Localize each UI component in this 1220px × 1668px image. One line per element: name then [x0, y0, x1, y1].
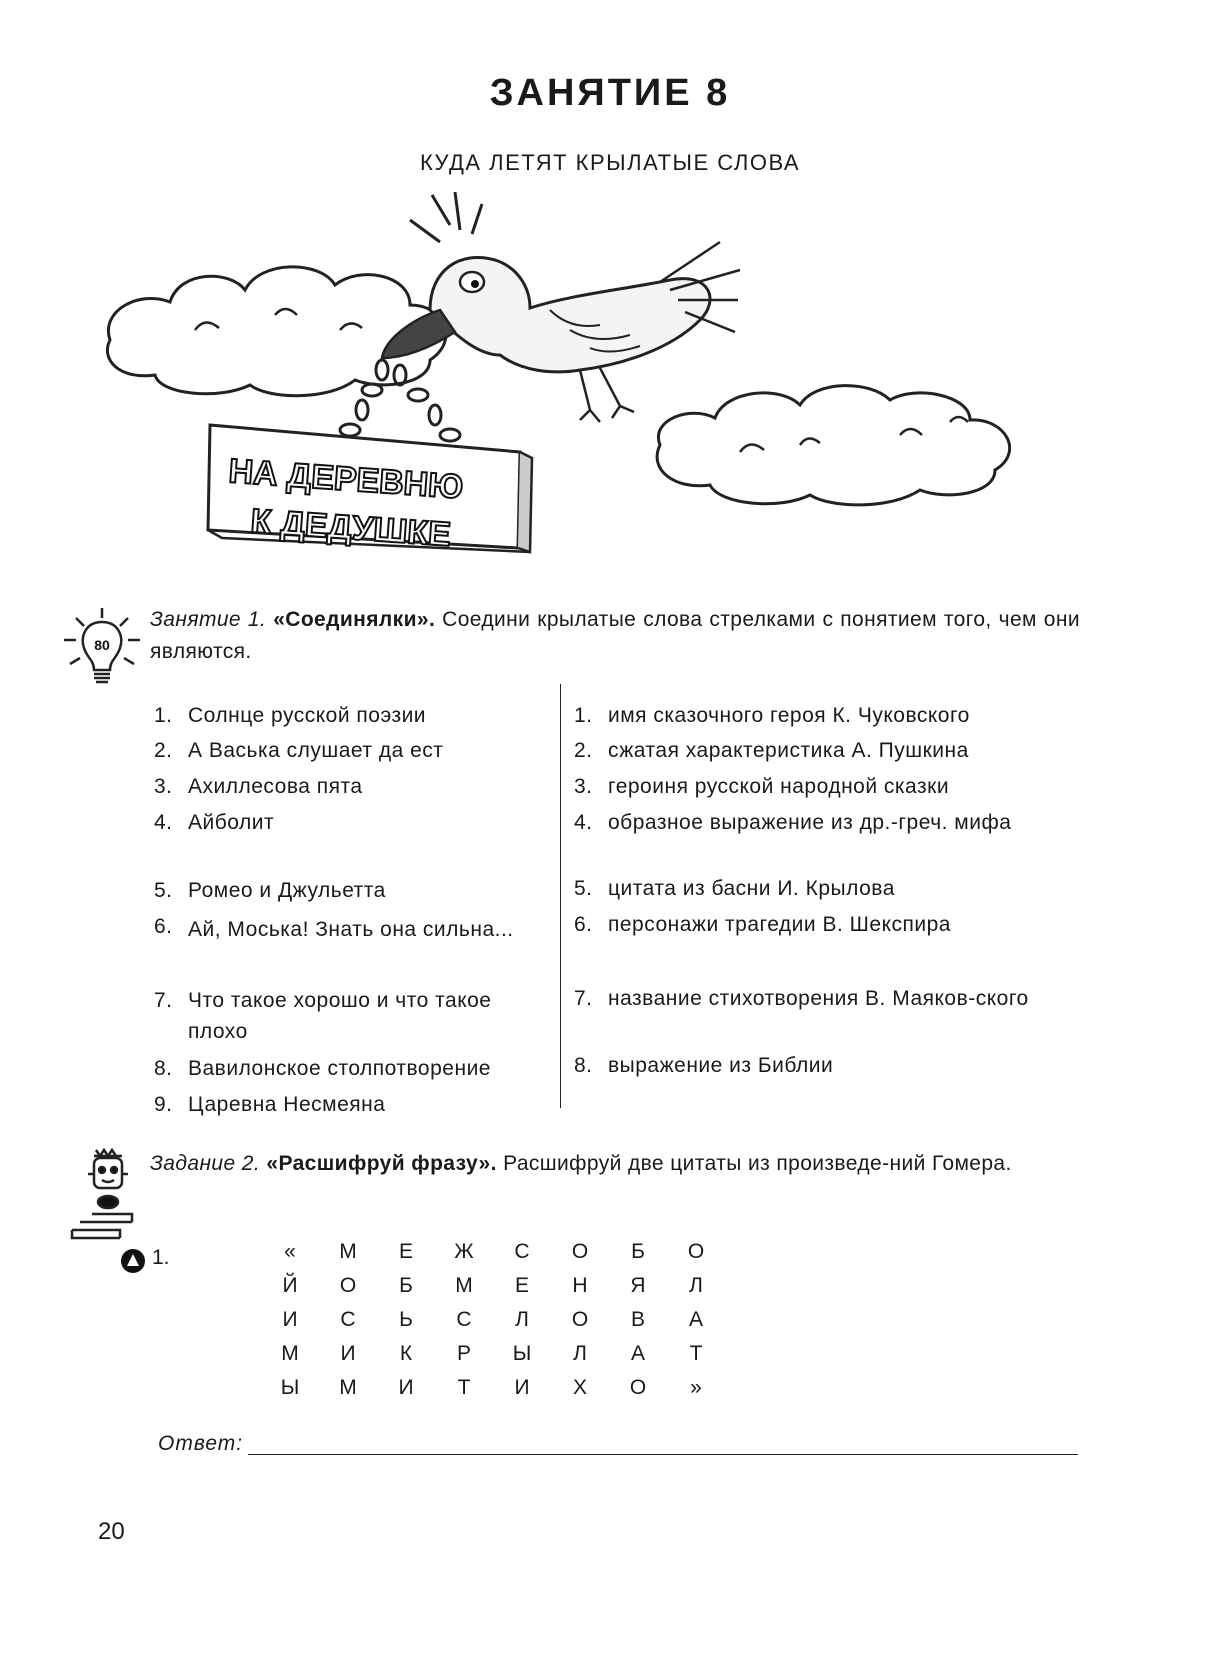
- grid-letter: Л: [573, 1342, 587, 1365]
- puzzle-item-number: 1.: [152, 1246, 170, 1269]
- grid-letter: Л: [689, 1274, 703, 1297]
- task-2-label: Задание 2.: [150, 1152, 261, 1175]
- grid-letter: Ж: [454, 1240, 474, 1263]
- list-item: 4. Айболит: [154, 811, 275, 834]
- grid-letter: Т: [689, 1342, 703, 1365]
- page-number: 20: [98, 1518, 125, 1545]
- page-subtitle: КУДА ЛЕТЯТ КРЫЛАТЫЕ СЛОВА: [419, 150, 801, 175]
- grid-letter: С: [340, 1308, 356, 1331]
- task-1-text: Соедини крылатые слова стрелками с понятием того, чем они являются.: [150, 608, 1080, 663]
- grid-letter: Х: [572, 1376, 587, 1399]
- crow-with-sign-illustration: [100, 190, 1080, 610]
- list-item: 2. сжатая характеристика А. Пушкина: [574, 739, 969, 762]
- grid-letter: А: [688, 1308, 703, 1331]
- grid-letter: О: [687, 1240, 705, 1263]
- lightbulb-icon: [62, 606, 142, 690]
- sign-board: [208, 425, 532, 554]
- grid-letter: Ы: [512, 1342, 532, 1365]
- task-1-label: Занятие 1.: [150, 608, 267, 631]
- grid-letter: С: [514, 1240, 530, 1263]
- grid-letter: »: [690, 1376, 702, 1399]
- list-item: 9. Царевна Несмеяна: [154, 1093, 386, 1116]
- list-item: 3. героиня русской народной сказки: [574, 775, 950, 798]
- grid-letter: И: [282, 1308, 298, 1331]
- grid-letter: И: [340, 1342, 356, 1365]
- task-2-text: Расшифруй две цитаты из произведе-ний Гомера.: [496, 1152, 1012, 1175]
- grid-letter: Б: [631, 1240, 645, 1263]
- exclamation-marker-icon: [120, 1248, 146, 1274]
- list-item: 6. персонажи трагедии В. Шекспира: [574, 913, 951, 936]
- list-item: 7. название стихотворения В. Маяков-ского: [574, 987, 1029, 1010]
- bulb-label: 80: [94, 637, 110, 653]
- grid-letter: М: [339, 1240, 357, 1263]
- grid-letter: Ы: [280, 1376, 300, 1399]
- chain-icon: [340, 360, 460, 441]
- list-item: 1. Солнце русской поэзии: [154, 704, 427, 727]
- grid-letter: М: [281, 1342, 299, 1365]
- grid-letter: М: [339, 1376, 357, 1399]
- grid-letter: Я: [630, 1274, 646, 1297]
- answer-input-line[interactable]: [248, 1454, 1078, 1455]
- list-item: 5. цитата из басни И. Крылова: [574, 877, 895, 900]
- grid-letter: Б: [399, 1274, 413, 1297]
- list-item: 5. Ромео и Джульетта: [154, 879, 386, 902]
- sign-line-2: К ДЕДУШКЕ: [249, 502, 453, 554]
- task-2-instructions: [150, 1148, 1080, 1180]
- list-item: 8. Вавилонское столпотворение: [154, 1057, 491, 1080]
- grid-letter: «: [284, 1240, 296, 1263]
- page-title: ЗАНЯТИЕ 8: [489, 72, 731, 114]
- grid-letter: О: [571, 1308, 589, 1331]
- grid-letter: С: [456, 1308, 472, 1331]
- grid-letter: Н: [572, 1274, 588, 1297]
- list-item: 8. выражение из Библии: [574, 1054, 834, 1077]
- grid-letter: К: [399, 1342, 413, 1365]
- grid-letter: Е: [398, 1240, 413, 1263]
- grid-letter: Р: [456, 1342, 471, 1365]
- list-item: 6. Ай, Моська! Знать она сильна...: [154, 915, 514, 941]
- thinker-figure-icon: [66, 1146, 146, 1242]
- grid-letter: О: [629, 1376, 647, 1399]
- grid-letter: Е: [514, 1274, 529, 1297]
- grid-letter: И: [514, 1376, 530, 1399]
- list-item: 7. Что такое хорошо и что такое плохо: [154, 989, 492, 1043]
- answer-label: Ответ:: [158, 1432, 244, 1455]
- cloud-right: [657, 386, 1010, 505]
- grid-letter: Т: [457, 1376, 471, 1399]
- crow-icon: [382, 192, 740, 422]
- grid-letter: Й: [282, 1274, 298, 1297]
- task-1-instructions: [150, 604, 1080, 668]
- list-item: 4. образное выражение из др.-греч. мифа: [574, 811, 1012, 834]
- grid-letter: О: [339, 1274, 357, 1297]
- task-1-name: «Соединялки».: [273, 608, 436, 631]
- grid-letter: О: [571, 1240, 589, 1263]
- list-item: 3. Ахиллесова пята: [154, 775, 363, 798]
- column-divider: [560, 684, 561, 1108]
- list-item: 2. А Васька слушает да ест: [154, 739, 444, 762]
- grid-letter: А: [630, 1342, 645, 1365]
- task-2-name: «Расшифруй фразу».: [266, 1152, 497, 1175]
- list-item: 1. имя сказочного героя К. Чуковского: [574, 704, 970, 727]
- grid-letter: Ь: [399, 1308, 413, 1331]
- sign-line-1: НА ДЕРЕВНЮ: [227, 452, 465, 507]
- grid-letter: В: [630, 1308, 645, 1331]
- grid-letter: Л: [515, 1308, 529, 1331]
- grid-letter: М: [455, 1274, 473, 1297]
- grid-letter: И: [398, 1376, 414, 1399]
